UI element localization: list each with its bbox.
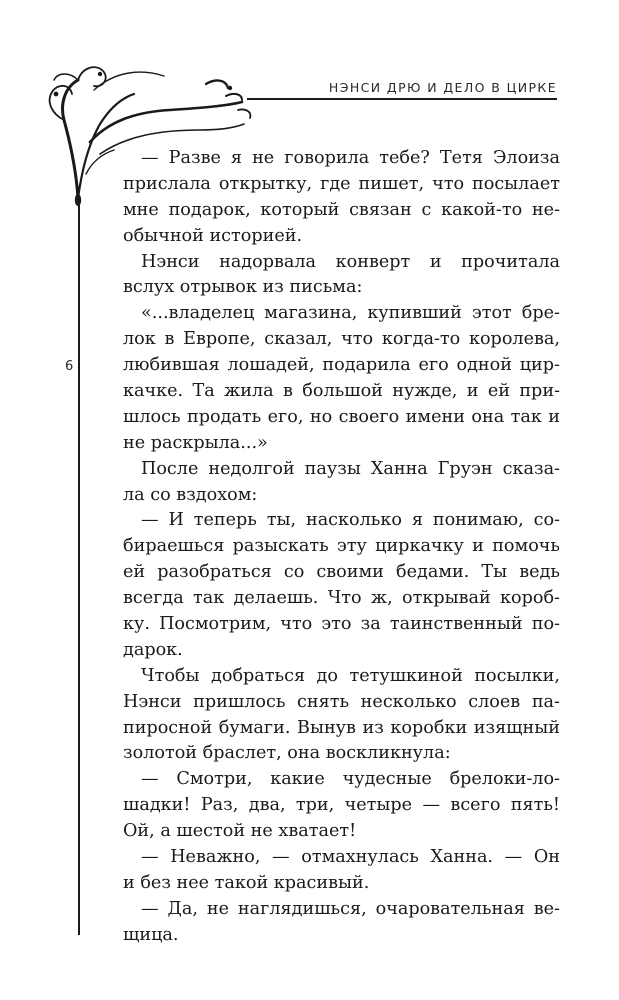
text-line: Чтобы добраться до тетушкиной посылки, — [141, 665, 560, 686]
text-line: ла со вздохом: — [123, 484, 258, 505]
text-line: «...владелец магазина, купивший этот бре- — [141, 303, 560, 324]
text-line: шлось продать его, но своего имени она так и — [123, 406, 560, 427]
text-line: Нэнси надорвала конверт и прочитала — [141, 251, 560, 272]
text-line: лок в Европе, сказал, что когда-то королева, — [123, 329, 560, 350]
text-line: — И теперь ты, насколько я понимаю, со- — [141, 510, 560, 531]
text-line: всегда так делаешь. Что ж, открывай короб- — [123, 588, 560, 609]
text-line: — Смотри, какие чудесные брелоки-ло- — [141, 769, 560, 790]
text-line: Нэнси пришлось снять несколько слоев па- — [123, 691, 560, 712]
text-line: ку. Посмотрим, что это за таинственный по- — [123, 614, 560, 635]
text-line: шадки! Раз, два, три, четыре — всего пять! — [123, 795, 560, 816]
text-line: обычной историей. — [123, 225, 303, 246]
text-line: После недолгой паузы Ханна Груэн сказа- — [141, 458, 560, 479]
text-line: ей разобраться со своими бедами. Ты ведь — [123, 562, 560, 583]
header-rule — [247, 98, 557, 100]
body-text — [123, 146, 560, 949]
text-line: пиросной бумаги. Вынув из коробки изящный — [123, 717, 560, 738]
text-line: Ой, а шестой не хватает! — [123, 821, 357, 842]
page-number: 6 — [65, 359, 74, 374]
text-line: и без нее такой красивый. — [123, 872, 370, 893]
text-line: — Неважно, — отмахнулась Ханна. — Он — [141, 847, 560, 868]
text-line: дарок. — [123, 639, 183, 660]
text-line: прислала открытку, где пишет, что посылает — [123, 173, 560, 194]
text-line: любившая лошадей, подарила его одной цир- — [123, 355, 560, 376]
text-line: не раскрыла...» — [123, 432, 268, 453]
side-rule — [78, 200, 80, 935]
text-line: золотой браслет, она воскликнула: — [123, 743, 451, 764]
text-line: вслух отрывок из письма: — [123, 277, 363, 298]
text-line: щица. — [123, 924, 179, 945]
text-line: бираешься разыскать эту циркачку и помочь — [123, 536, 560, 557]
text-line: качке. Та жила в большой нужде, и ей при- — [123, 381, 560, 402]
text-line: — Разве я не говорила тебе? Тетя Элоиза — [141, 148, 560, 168]
running-title: НЭНСИ ДРЮ И ДЕЛО В ЦИРКЕ — [328, 80, 557, 95]
text-line: мне подарок, который связан с какой-то не- — [123, 199, 560, 220]
text-line: — Да, не наглядишься, очаровательная ве- — [141, 898, 560, 919]
